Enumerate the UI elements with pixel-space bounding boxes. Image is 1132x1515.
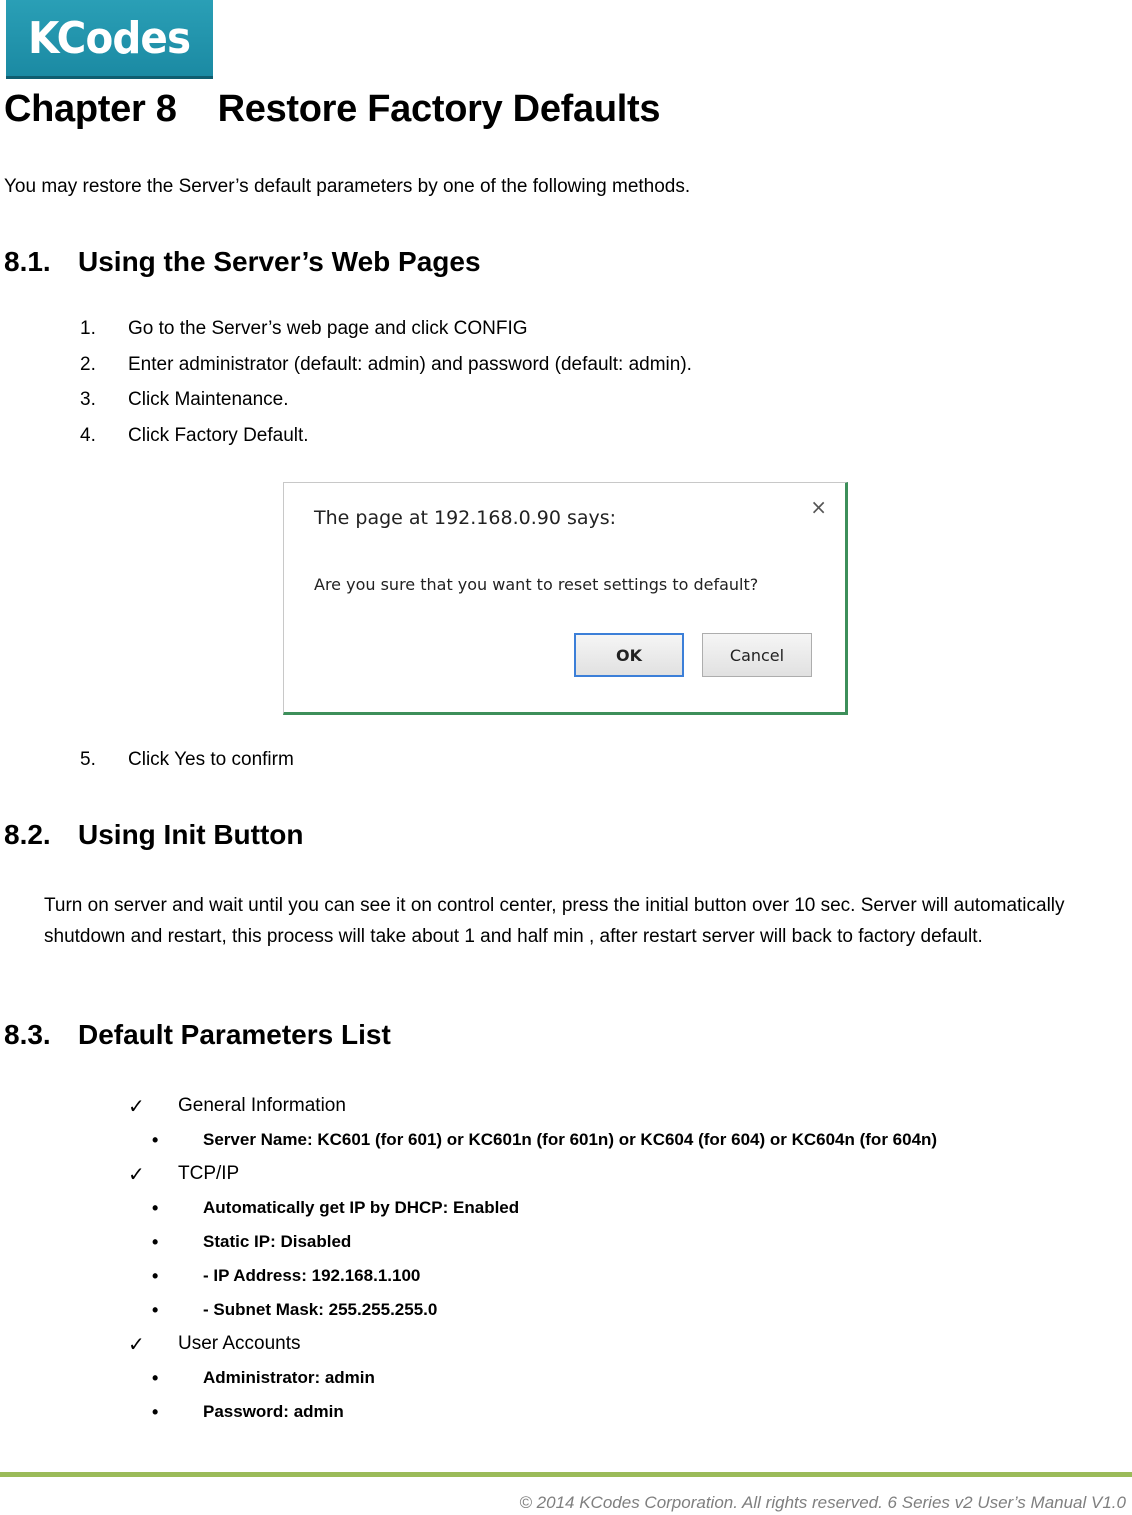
step-text: Click Factory Default.	[128, 424, 309, 446]
list-item	[128, 1361, 937, 1395]
logo-text: KCodes	[28, 12, 191, 64]
parameter-text: - IP Address: 192.168.1.100	[203, 1266, 421, 1285]
category-label: General Information	[178, 1095, 346, 1116]
list-item	[80, 425, 692, 461]
step-text: Click Yes to confirm	[128, 749, 294, 770]
intro-text: You may restore the Server’s default parameters by one of the following methods.	[4, 176, 691, 197]
step-number: 2.	[80, 353, 96, 375]
default-parameters-list	[128, 1089, 937, 1429]
parameter-text: Administrator: admin	[203, 1368, 375, 1387]
init-button-paragraph: Turn on server and wait until you can see it on control center, press the initial button over 10 sec. Server will automatically shutdown and restart, this process will take about 1 and half min , after restart server will back to factory default.	[44, 895, 1065, 947]
step-number: 4.	[80, 424, 96, 446]
section-heading-8-3	[4, 1019, 391, 1051]
parameter-text: Password: admin	[203, 1402, 344, 1421]
cancel-button[interactable]: Cancel	[702, 633, 812, 677]
parameter-text: Static IP: Disabled	[203, 1232, 352, 1251]
ok-button[interactable]: OK	[574, 633, 684, 677]
step-text: Go to the Server’s web page and click CONFIG	[128, 318, 528, 339]
category-label: TCP/IP	[178, 1163, 240, 1184]
bullet-icon: •	[152, 1197, 159, 1218]
section-title: Using the Server’s Web Pages	[78, 246, 481, 277]
bullet-icon: •	[152, 1401, 159, 1422]
checkmark-icon: ✓	[128, 1332, 145, 1356]
checkmark-icon: ✓	[128, 1094, 145, 1118]
close-icon[interactable]: ×	[810, 495, 827, 519]
category-tcp-ip	[128, 1157, 937, 1191]
category-label: User Accounts	[178, 1333, 301, 1354]
section-title: Default Parameters List	[78, 1019, 391, 1050]
confirm-dialog-screenshot	[283, 482, 848, 715]
step-number: 1.	[80, 318, 96, 339]
list-item	[80, 318, 692, 354]
kcodes-logo	[6, 0, 213, 79]
list-item	[128, 1395, 937, 1429]
list-item	[80, 354, 692, 390]
step-text: Click Maintenance.	[128, 389, 289, 410]
list-item	[128, 1123, 937, 1157]
bullet-icon: •	[152, 1367, 159, 1388]
parameter-text: Automatically get IP by DHCP: Enabled	[203, 1198, 520, 1217]
section-heading-8-1	[4, 246, 481, 278]
chapter-title: Chapter 8 Restore Factory Defaults	[4, 88, 661, 130]
bullet-icon: •	[152, 1129, 159, 1150]
step-text: Enter administrator (default: admin) and password (default: admin).	[128, 353, 692, 375]
parameter-text: - Subnet Mask: 255.255.255.0	[203, 1300, 438, 1319]
list-item	[128, 1293, 937, 1327]
bullet-icon: •	[152, 1299, 159, 1320]
section-heading-8-2	[4, 819, 304, 851]
list-item	[128, 1225, 937, 1259]
category-user-accounts	[128, 1327, 937, 1361]
bullet-icon: •	[152, 1265, 159, 1286]
footer-copyright: © 2014 KCodes Corporation. All rights reserved. 6 Series v2 User’s Manual V1.0	[519, 1493, 1126, 1512]
step-number: 5.	[80, 749, 96, 770]
dialog-message: Are you sure that you want to reset settings to default?	[314, 575, 759, 594]
footer-divider	[0, 1472, 1132, 1477]
steps-list-continued	[80, 749, 294, 785]
list-item	[128, 1191, 937, 1225]
list-item	[128, 1259, 937, 1293]
steps-list	[80, 318, 692, 460]
section-number: 8.3.	[4, 1019, 51, 1050]
list-item	[80, 749, 294, 785]
category-general-information	[128, 1089, 937, 1123]
section-number: 8.1.	[4, 246, 51, 277]
section-number: 8.2.	[4, 819, 51, 850]
step-number: 3.	[80, 389, 96, 410]
parameter-text: Server Name: KC601 (for 601) or KC601n (for 601n) or KC604 (for 604) or KC604n (for 604n)	[203, 1130, 938, 1149]
list-item	[80, 389, 692, 425]
dialog-title: The page at 192.168.0.90 says:	[314, 507, 617, 529]
section-title: Using Init Button	[78, 819, 304, 850]
bullet-icon: •	[152, 1231, 159, 1252]
checkmark-icon: ✓	[128, 1162, 145, 1186]
